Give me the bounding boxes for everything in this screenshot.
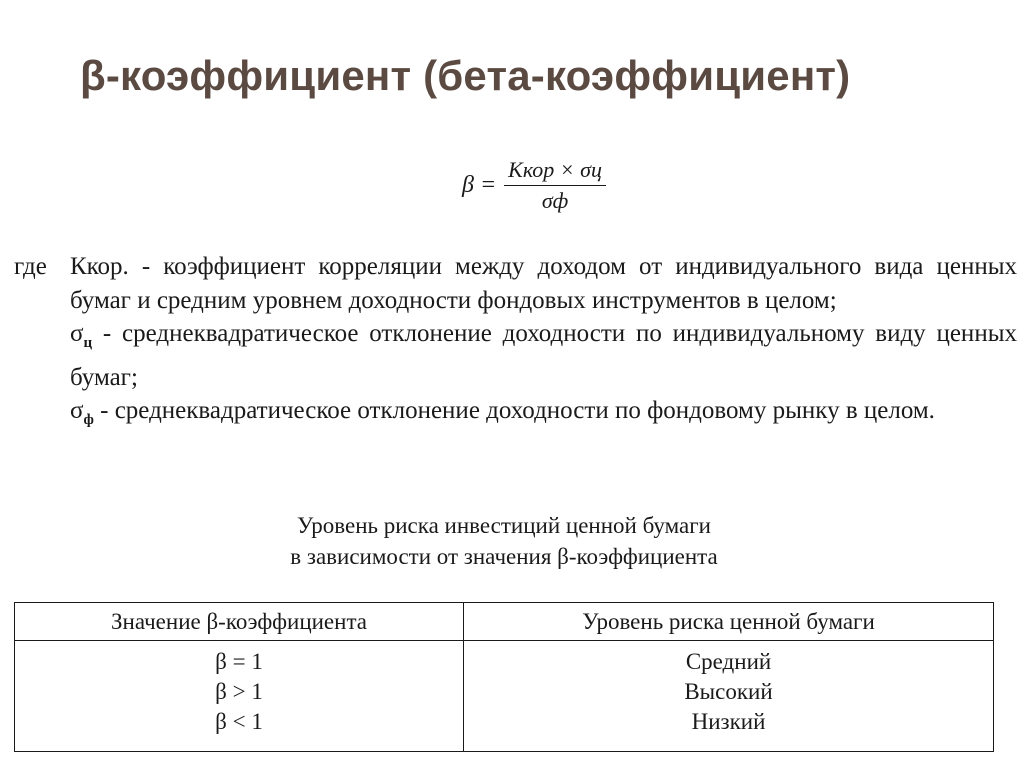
definition-symbol: σ <box>70 397 84 424</box>
column-header-risk: Уровень риска ценной бумаги <box>464 603 994 641</box>
table-header-row <box>15 603 994 641</box>
column-header-beta: Значение β-коэффициента <box>15 603 464 641</box>
risk-levels-cell <box>464 641 994 752</box>
definition-text: - среднеквадратическое отклонение доходности по индивидуальному виду ценных бумаг; <box>70 320 1017 391</box>
definition-symbol: Ккор. <box>70 253 129 280</box>
definition-subscript: ф <box>83 412 94 428</box>
beta-value: β < 1 <box>215 709 263 734</box>
formula-lhs: β = <box>462 171 497 198</box>
where-label: где <box>14 253 47 280</box>
beta-value: β = 1 <box>215 649 263 674</box>
beta-formula <box>462 150 606 220</box>
definition-sigma-f <box>70 394 1017 438</box>
risk-level: Низкий <box>691 709 766 734</box>
formula-numerator: Kкор × σц <box>504 157 606 186</box>
risk-table <box>14 602 994 752</box>
definition-symbol: σ <box>70 320 84 347</box>
table-row <box>15 641 994 752</box>
beta-values-cell <box>15 641 464 752</box>
risk-level: Средний <box>685 649 772 674</box>
page-title: β-коэффициент (бета-коэффициент) <box>80 52 851 99</box>
formula-denominator: σф <box>541 187 569 213</box>
definition-subscript: ц <box>83 335 93 351</box>
definitions-block <box>14 250 1017 438</box>
risk-level: Высокий <box>684 679 773 704</box>
table-caption <box>0 510 1008 572</box>
definition-kkor <box>70 250 1017 317</box>
definition-text: - коэффициент корреляции между доходом от индивидуального вида ценных бумаг и средним уровнем доходности фондовых инструментов в целом; <box>70 253 1017 314</box>
beta-value: β > 1 <box>215 679 263 704</box>
caption-line: Уровень риска инвестиций ценной бумаги <box>297 513 711 538</box>
formula-fraction <box>504 157 606 214</box>
definition-text: - среднеквадратическое отклонение доходности по фондовому рынку в целом. <box>93 397 935 424</box>
caption-line: в зависимости от значения β-коэффициента <box>290 544 718 569</box>
definition-sigma-c <box>70 317 1017 394</box>
definition-row <box>14 250 1017 317</box>
